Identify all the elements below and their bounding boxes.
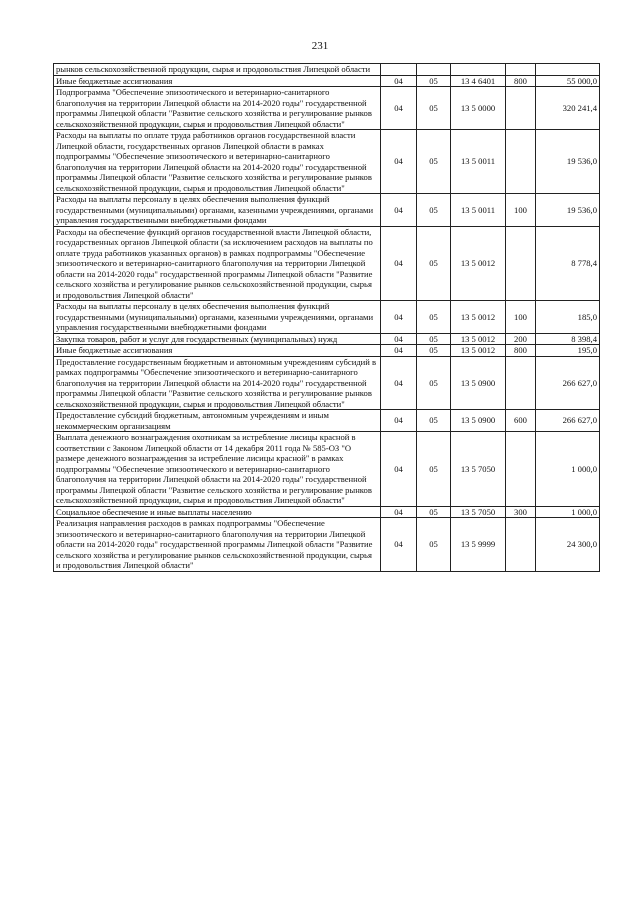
cell-amount: 8 778,4	[536, 226, 600, 301]
cell-name: Расходы на выплаты персоналу в целях обеспечения выполнения функций государственными (муниципальными) органами, казенными учреждениями, органами управления государственными внебюджетными фондами	[54, 301, 381, 334]
cell-subsection: 05	[417, 226, 451, 301]
cell-target-article: 13 5 7050	[451, 506, 506, 518]
cell-target-article: 13 5 0011	[451, 130, 506, 194]
cell-amount: 19 536,0	[536, 130, 600, 194]
cell-name: Расходы на выплаты персоналу в целях обеспечения выполнения функций государственными (муниципальными) органами, казенными учреждениями, органами управления государственными внебюджетными фондами	[54, 194, 381, 227]
table-row	[54, 345, 600, 357]
table-row	[54, 432, 600, 507]
cell-target-article: 13 5 0012	[451, 226, 506, 301]
cell-section: 04	[381, 130, 417, 194]
cell-expense-type	[506, 518, 536, 572]
table-row	[54, 410, 600, 432]
cell-subsection: 05	[417, 410, 451, 432]
cell-expense-type: 800	[506, 345, 536, 357]
cell-name: Иные бюджетные ассигнования	[54, 345, 381, 357]
cell-name: рынков сельскохозяйственной продукции, сырья и продовольствия Липецкой области	[54, 64, 381, 76]
cell-subsection	[417, 64, 451, 76]
cell-amount: 1 000,0	[536, 432, 600, 507]
table-row	[54, 301, 600, 334]
cell-target-article: 13 5 0012	[451, 333, 506, 345]
cell-section: 04	[381, 75, 417, 87]
cell-target-article: 13 5 0011	[451, 194, 506, 227]
table-row	[54, 64, 600, 76]
cell-name: Предоставление государственным бюджетным и автономным учреждениям субсидий в рамках подпрограммы "Обеспечение эпизоотического и ветеринарно-санитарного благополучия на территории Липецкой области на 2014-2020 годы" государственной программы Липецкой области "Развитие сельского хозяйства и регулирование рынков сельскохозяйственной продукции, сырья и продовольствия Липецкой области"	[54, 356, 381, 410]
cell-subsection: 05	[417, 75, 451, 87]
cell-expense-type	[506, 130, 536, 194]
cell-subsection: 05	[417, 87, 451, 130]
cell-amount: 266 627,0	[536, 410, 600, 432]
cell-subsection: 05	[417, 301, 451, 334]
cell-amount: 195,0	[536, 345, 600, 357]
table-row	[54, 333, 600, 345]
cell-subsection: 05	[417, 506, 451, 518]
cell-target-article: 13 4 6401	[451, 75, 506, 87]
cell-name: Предоставление субсидий бюджетным, автономным учреждениям и иным некоммерческим организациям	[54, 410, 381, 432]
cell-expense-type	[506, 356, 536, 410]
cell-expense-type	[506, 87, 536, 130]
cell-subsection: 05	[417, 130, 451, 194]
cell-expense-type: 200	[506, 333, 536, 345]
cell-expense-type	[506, 432, 536, 507]
cell-target-article: 13 5 0012	[451, 345, 506, 357]
table-row	[54, 75, 600, 87]
cell-expense-type: 100	[506, 194, 536, 227]
cell-subsection: 05	[417, 432, 451, 507]
cell-section: 04	[381, 87, 417, 130]
cell-name: Подпрограмма "Обеспечение эпизоотического и ветеринарно-санитарного благополучия на территории Липецкой области на 2014-2020 годы" государственной программы Липецкой области "Развитие сельского хозяйства и регулирование рынков сельскохозяйственной продукции, сырья и продовольствия Липецкой области"	[54, 87, 381, 130]
table-row	[54, 87, 600, 130]
cell-subsection: 05	[417, 194, 451, 227]
cell-expense-type: 800	[506, 75, 536, 87]
cell-name: Социальное обеспечение и иные выплаты населению	[54, 506, 381, 518]
cell-expense-type: 600	[506, 410, 536, 432]
cell-section: 04	[381, 518, 417, 572]
cell-subsection: 05	[417, 333, 451, 345]
cell-section	[381, 64, 417, 76]
table-row	[54, 506, 600, 518]
cell-section: 04	[381, 506, 417, 518]
cell-subsection: 05	[417, 345, 451, 357]
cell-amount: 19 536,0	[536, 194, 600, 227]
cell-name: Закупка товаров, работ и услуг для государственных (муниципальных) нужд	[54, 333, 381, 345]
cell-expense-type: 100	[506, 301, 536, 334]
cell-target-article: 13 5 9999	[451, 518, 506, 572]
table-row	[54, 130, 600, 194]
cell-section: 04	[381, 345, 417, 357]
cell-amount: 320 241,4	[536, 87, 600, 130]
table-row	[54, 194, 600, 227]
cell-amount: 185,0	[536, 301, 600, 334]
cell-target-article: 13 5 0012	[451, 301, 506, 334]
cell-section: 04	[381, 333, 417, 345]
cell-amount: 266 627,0	[536, 356, 600, 410]
table-row	[54, 356, 600, 410]
table-row	[54, 226, 600, 301]
cell-section: 04	[381, 432, 417, 507]
cell-target-article: 13 5 0900	[451, 356, 506, 410]
cell-section: 04	[381, 410, 417, 432]
cell-name: Выплата денежного вознаграждения охотникам за истребление лисицы красной в соответствии с Законом Липецкой области от 14 декабря 2011 года № 585-ОЗ "О размере денежного вознаграждения за истребление лисицы красной" в рамках подпрограммы "Обеспечение эпизоотического и ветеринарно-санитарного благополучия на территории Липецкой области на 2014-2020 годы" государственной программы Липецкой области "Развитие сельского хозяйства и регулирование рынков сельскохозяйственной продукции, сырья и продовольствия Липецкой области"	[54, 432, 381, 507]
cell-expense-type: 300	[506, 506, 536, 518]
cell-name: Расходы на обеспечение функций органов государственной власти Липецкой области, государственных органов Липецкой области (за исключением расходов на выплаты по оплате труда работников указанных органов) в рамках подпрограммы "Обеспечение эпизоотического и ветеринарно-санитарного благополучия на территории Липецкой области на 2014-2020 годы" государственной программы Липецкой области "Развитие сельского хозяйства и регулирование рынков сельскохозяйственной продукции, сырья и продовольствия Липецкой области"	[54, 226, 381, 301]
cell-amount: 24 300,0	[536, 518, 600, 572]
cell-subsection: 05	[417, 518, 451, 572]
cell-target-article	[451, 64, 506, 76]
cell-target-article: 13 5 7050	[451, 432, 506, 507]
cell-subsection: 05	[417, 356, 451, 410]
page-number: 231	[311, 40, 329, 52]
cell-target-article: 13 5 0000	[451, 87, 506, 130]
cell-section: 04	[381, 226, 417, 301]
cell-name: Иные бюджетные ассигнования	[54, 75, 381, 87]
cell-expense-type	[506, 226, 536, 301]
table-row	[54, 518, 600, 572]
cell-target-article: 13 5 0900	[451, 410, 506, 432]
cell-name: Реализация направления расходов в рамках подпрограммы "Обеспечение эпизоотического и ветеринарно-санитарного благополучия на территории Липецкой области на 2014-2020 годы" государственной программы Липецкой области "Развитие сельского хозяйства и регулирование рынков сельскохозяйственной продукции, сырья и продовольствия Липецкой области"	[54, 518, 381, 572]
cell-expense-type	[506, 64, 536, 76]
cell-section: 04	[381, 301, 417, 334]
cell-amount: 8 398,4	[536, 333, 600, 345]
cell-amount	[536, 64, 600, 76]
cell-amount: 55 000,0	[536, 75, 600, 87]
cell-section: 04	[381, 194, 417, 227]
budget-table	[53, 63, 600, 572]
cell-name: Расходы на выплаты по оплате труда работников органов государственной власти Липецкой области, государственных органов Липецкой области в рамках подпрограммы "Обеспечение эпизоотического и ветеринарно-санитарного благополучия на территории Липецкой области на 2014-2020 годы" государственной программы Липецкой области "Развитие сельского хозяйства и регулирование рынков сельскохозяйственной продукции, сырья и продовольствия Липецкой области"	[54, 130, 381, 194]
cell-amount: 1 000,0	[536, 506, 600, 518]
cell-section: 04	[381, 356, 417, 410]
